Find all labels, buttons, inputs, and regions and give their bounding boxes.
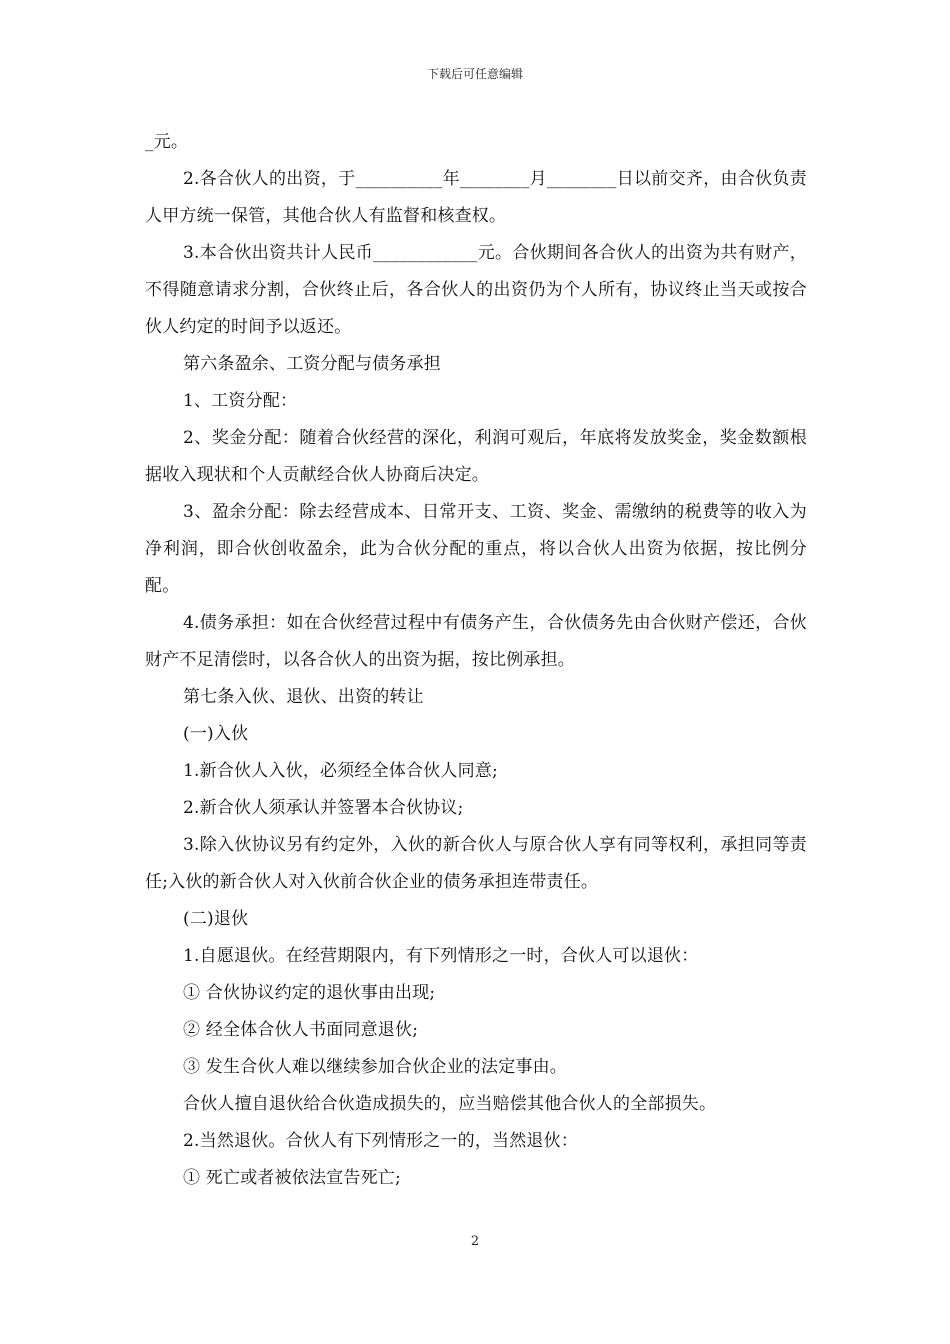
document-body [145,124,807,1197]
page-header: 下载后可任意编辑 [426,67,523,81]
paragraph: 1.新合伙人入伙，必须经全体合伙人同意; [183,761,498,781]
paragraph: 2.当然退伙。合伙人有下列情形之一的，当然退伙： [183,1131,579,1151]
page-number: 2 [470,1234,480,1249]
paragraph: 2.新合伙人须承认并签署本合伙协议; [183,798,464,818]
section-heading: 第七条入伙、退伙、出资的转让 [183,687,424,707]
paragraph: 2、奖金分配：随着合伙经营的深化，利润可观后，年底将发放奖金，奖金数额根据收入现状和个人贡献经合伙人协商后决定。 [145,428,807,485]
list-item: ① 合伙协议约定的退伙事由出现; [183,983,436,1003]
paragraph: 4.债务承担：如在合伙经营过程中有债务产生，合伙债务先由合伙财产偿还，合伙财产不足清偿时，以各合伙人的出资为据，按比例承担。 [145,613,807,670]
paragraph: 1、工资分配： [183,391,298,411]
list-item: ① 死亡或者被依法宣告死亡; [183,1168,401,1188]
paragraph: 3.除入伙协议另有约定外，入伙的新合伙人与原合伙人享有同等权利，承担同等责任;入伙的新合伙人对入伙前合伙企业的债务承担连带责任。 [145,835,807,892]
list-item: ② 经全体合伙人书面同意退伙; [183,1020,419,1040]
subsection-heading: (二)退伙 [183,909,249,929]
list-item: ③ 发生合伙人难以继续参加合伙企业的法定事由。 [183,1057,568,1077]
paragraph: _元。 [145,132,189,152]
section-heading: 第六条盈余、工资分配与债务承担 [183,354,441,374]
paragraph: 2.各合伙人的出资，于__________年________月________日以前交齐，由合伙负责人甲方统一保管，其他合伙人有监督和核查权。 [145,169,807,226]
paragraph: 合伙人擅自退伙给合伙造成损失的，应当赔偿其他合伙人的全部损失。 [183,1094,717,1114]
paragraph: 3.本合伙出资共计人民币____________元。合伙期间各合伙人的出资为共有财产，不得随意请求分割，合伙终止后，各合伙人的出资仍为个人所有，协议终止当天或按合伙人约定的时间予以返还。 [145,243,807,337]
subsection-heading: (一)入伙 [183,724,249,744]
paragraph: 1.自愿退伙。在经营期限内，有下列情形之一时，合伙人可以退伙： [183,946,699,966]
paragraph: 3、盈余分配：除去经营成本、日常开支、工资、奖金、需缴纳的税费等的收入为净利润，即合伙创收盈余，此为合伙分配的重点，将以合伙人出资为依据，按比例分配。 [145,502,807,596]
